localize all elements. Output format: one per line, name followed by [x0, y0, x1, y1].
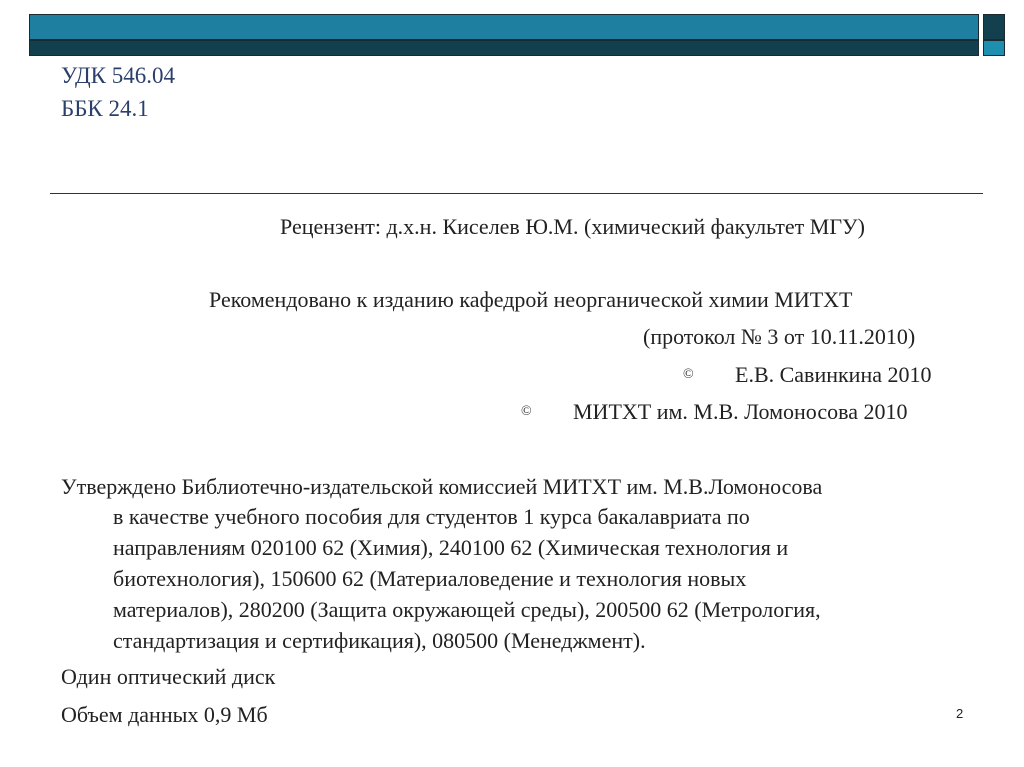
volume-line: Объем данных 0,9 Мб — [61, 702, 268, 727]
udk-code: УДК 546.04 — [61, 63, 175, 88]
recommended-line: Рекомендовано к изданию кафедрой неорганической химии МИТХТ — [209, 287, 853, 312]
copyright-author: Е.В. Савинкина 2010 — [735, 362, 932, 387]
copyright-icon: © — [683, 367, 694, 382]
copyright-org: МИТХТ им. М.В. Ломоносова 2010 — [573, 399, 908, 424]
approved-line: Утверждено Библиотечно-издательской комиссией МИТХТ им. М.В.Ломоносова — [61, 474, 823, 499]
protocol-line: (протокол № 3 от 10.11.2010) — [643, 324, 916, 349]
disk-line: Один оптический диск — [61, 664, 276, 689]
header-bar-dark — [29, 40, 979, 56]
header-square-teal — [983, 40, 1005, 56]
copyright-icon: © — [521, 404, 532, 419]
approved-line: стандартизация и сертификация), 080500 (Менеджмент). — [113, 628, 646, 653]
header-square-dark — [983, 14, 1005, 40]
reviewer-line: Рецензент: д.х.н. Киселев Ю.М. (химический факультет МГУ) — [280, 214, 865, 239]
approved-line: материалов), 280200 (Защита окружающей среды), 200500 62 (Метрология, — [113, 597, 821, 622]
bbk-code: ББК 24.1 — [61, 96, 149, 121]
approved-line: в качестве учебного пособия для студентов 1 курса бакалавриата по — [113, 504, 750, 529]
page-number: 2 — [956, 706, 964, 721]
approved-line: направлениям 020100 62 (Химия), 240100 62 (Химическая технология и — [113, 535, 789, 560]
approved-line: биотехнология), 150600 62 (Материаловедение и технология новых — [113, 566, 747, 591]
header-bar-teal — [29, 14, 979, 40]
separator-rule — [50, 193, 983, 194]
